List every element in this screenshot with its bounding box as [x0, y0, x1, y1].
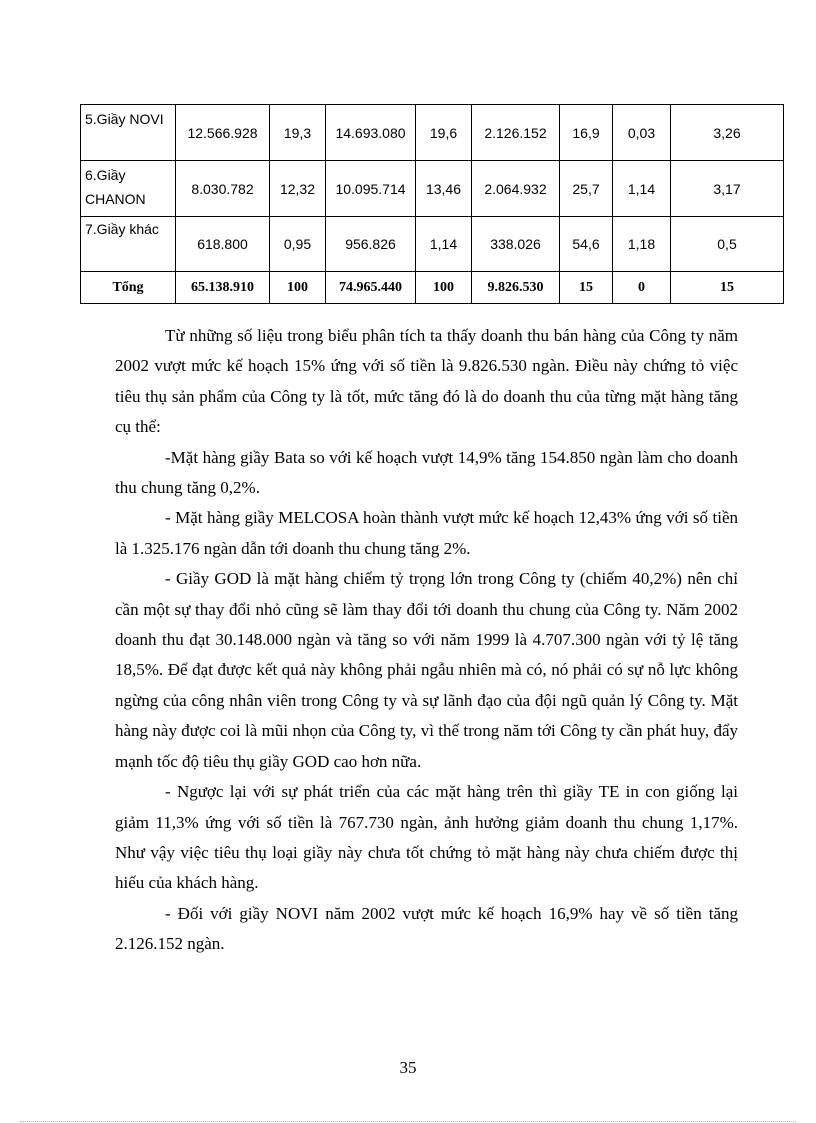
revenue-table [80, 104, 784, 304]
paragraph: - Mặt hàng giầy MELCOSA hoàn thành vượt mức kế hoạch 12,43% ứng với số tiền là 1.325.176 ngàn dẫn tới doanh thu chung tăng 2%. [115, 508, 738, 558]
paragraph: - Giầy GOD là mặt hàng chiếm tỷ trọng lớn trong Công ty (chiếm 40,2%) nên chỉ cần một sự thay đổi nhỏ cũng sẽ làm thay đổi tới doanh thu chung của Công ty. Năm 2002 doanh thu đạt 30.148.000 ngàn và tăng so với năm 1999 là 4.707.300 ngàn với tỷ lệ tăng 18,5%. Để đạt được kết quả này không phải ngẫu nhiên mà có, nó phải có sự nỗ lực không ngừng của công nhân viên trong Công ty và sự lãnh đạo của đội ngũ quản lý Công ty. Mặt hàng này được coi là mũi nhọn của Công ty, vì thế trong năm tới Công ty cần phát huy, đẩy mạnh tốc độ tiêu thụ giầy GOD cao hơn nữa. [115, 569, 738, 771]
page-number: 35 [399, 1058, 417, 1077]
table-total-row [81, 272, 784, 304]
table-cell: 2.064.932 [472, 161, 560, 217]
table-cell: 12.566.928 [176, 105, 270, 161]
page-bottom-rule [20, 1121, 796, 1122]
table-cell: 1,14 [613, 161, 671, 217]
table-cell: 0,95 [270, 217, 326, 272]
table-cell: 1,18 [613, 217, 671, 272]
table-cell: 3,17 [671, 161, 784, 217]
table-cell: 0,5 [671, 217, 784, 272]
table-cell: 19,3 [270, 105, 326, 161]
table-cell: 19,6 [416, 105, 472, 161]
table-cell: 8.030.782 [176, 161, 270, 217]
table-cell: 12,32 [270, 161, 326, 217]
table-cell: 15 [671, 272, 784, 304]
row-label: 7.Giầy khác [81, 217, 176, 272]
table-cell: 100 [270, 272, 326, 304]
table-cell: 3,26 [671, 105, 784, 161]
table-cell: 15 [560, 272, 613, 304]
table-cell: 65.138.910 [176, 272, 270, 304]
table-cell: 618.800 [176, 217, 270, 272]
paragraph: -Mặt hàng giầy Bata so với kế hoạch vượt 14,9% tăng 154.850 ngàn làm cho doanh thu chung tăng 0,2%. [115, 447, 738, 498]
table-cell: 338.026 [472, 217, 560, 272]
row-label: 6.Giầy CHANON [81, 161, 176, 217]
table-row [81, 105, 784, 161]
paragraph: Từ những số liệu trong biểu phân tích ta thấy doanh thu bán hàng của Công ty năm 2002 vượt mức kế hoạch 15% ứng với số tiền là 9.826.530 ngàn. Điều này chứng tỏ việc tiêu thụ sản phẩm của Công ty là tốt, mức tăng đó là do doanh thu của từng mặt hàng tăng cụ thể: [115, 326, 738, 437]
table-cell: 10.095.714 [326, 161, 416, 217]
table-cell: 13,46 [416, 161, 472, 217]
paragraph: - Ngược lại với sự phát triển của các mặt hàng trên thì giầy TE in con giống lại giảm 11,3% ứng với số tiền là 767.730 ngàn, ảnh hưởng giảm doanh thu chung 1,17%. Như vậy việc tiêu thụ loại giầy này chưa tốt chứng tỏ mặt hàng này chưa chiếm được thị hiếu của khách hàng. [115, 782, 738, 893]
table-cell: 74.965.440 [326, 272, 416, 304]
table-cell: 0 [613, 272, 671, 304]
table-cell: 1,14 [416, 217, 472, 272]
table-cell: 16,9 [560, 105, 613, 161]
table-cell: 25,7 [560, 161, 613, 217]
table-cell: 2.126.152 [472, 105, 560, 161]
table-cell: 100 [416, 272, 472, 304]
table-row [81, 161, 784, 217]
body-text [115, 321, 738, 960]
total-label: Tổng [81, 272, 176, 304]
table-cell: 54,6 [560, 217, 613, 272]
row-label: 5.Giầy NOVI [81, 105, 176, 161]
paragraph: - Đối với giầy NOVI năm 2002 vượt mức kế hoạch 16,9% hay về số tiền tăng 2.126.152 ngàn. [115, 903, 738, 954]
table-cell: 956.826 [326, 217, 416, 272]
table-cell: 0,03 [613, 105, 671, 161]
table-cell: 9.826.530 [472, 272, 560, 304]
table-row [81, 217, 784, 272]
table-cell: 14.693.080 [326, 105, 416, 161]
